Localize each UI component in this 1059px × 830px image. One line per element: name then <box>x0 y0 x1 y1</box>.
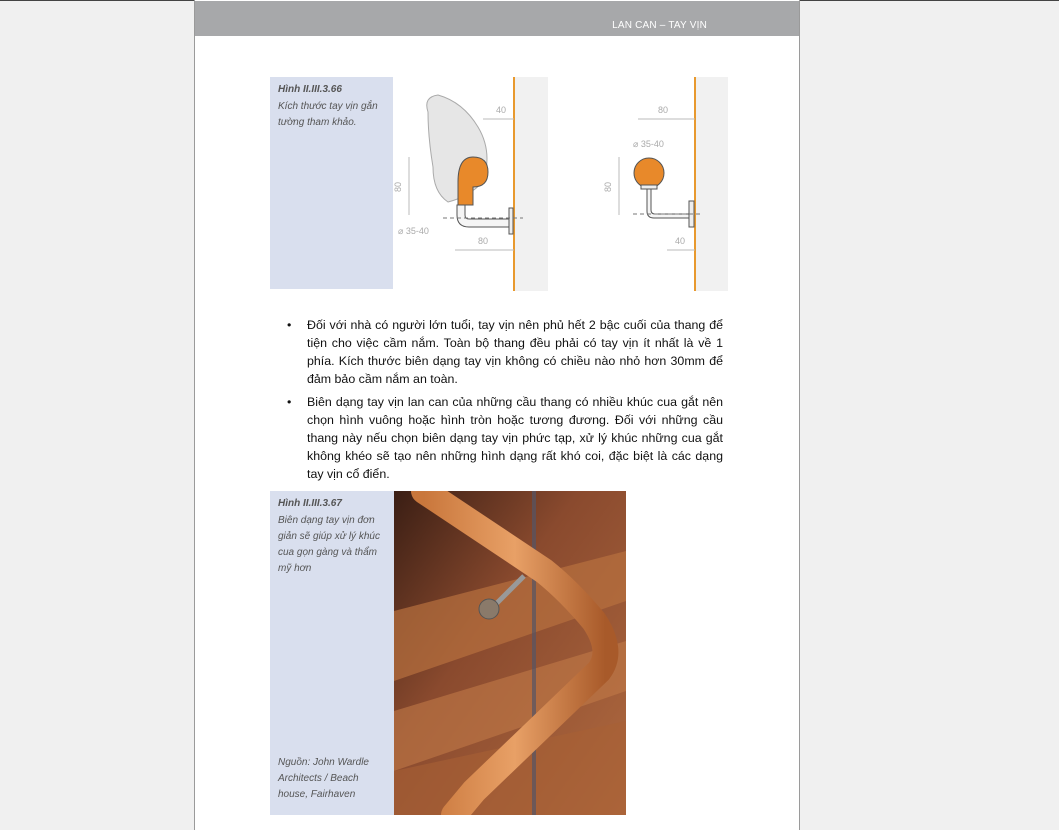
figure-caption-box <box>270 491 394 815</box>
bullet-item <box>287 393 723 483</box>
dim-left-height: 80 <box>393 181 403 192</box>
header-title: LAN CAN – TAY VỊN <box>612 20 707 31</box>
bullet-marker: • <box>287 318 292 332</box>
figure-caption-box <box>270 77 393 289</box>
handrail-photo <box>394 491 626 815</box>
figure-source: Nguồn: John Wardle Architects / Beach house, Fairhaven <box>278 757 369 800</box>
dim-right-diameter: ⌀ 35-40 <box>633 139 664 149</box>
bullet-marker: • <box>287 395 292 409</box>
page-header <box>195 1 799 36</box>
handrail-dimension-diagram <box>393 77 728 291</box>
dim-left-top: 40 <box>496 105 507 115</box>
figure-caption: Kích thước tay vịn gắn tường tham khảo. <box>278 101 378 128</box>
figure-caption: Biên dạng tay vịn đơn giản sẽ giúp xử lý khúc cua gọn gàng và thẩm mỹ hơn <box>278 515 380 574</box>
figure-number: Hình II.III.3.67 <box>278 498 342 509</box>
dim-right-bottom: 40 <box>675 236 686 246</box>
bullet-text: Đối với nhà có người lớn tuổi, tay vịn nên phủ hết 2 bậc cuối của thang để tiện cho việc cầm nắm. Toàn bộ thang đều phải có tay vịn ít nhất là về 1 phía. Kích thước biên dạng tay vịn không có chiều nào nhỏ hơn 30mm để đảm bảo cầm nắm an toàn. <box>307 318 723 386</box>
dim-right-height: 80 <box>603 181 613 192</box>
bullet-item <box>287 316 723 388</box>
bullet-text: Biên dạng tay vịn lan can của những cầu thang có nhiều khúc cua gắt nên chọn hình vuông hoặc hình tròn hoặc tương đương. Đối với những cầu thang này nếu chọn biên dạng tay vịn phức tạp, xử lý khúc những cua gắt không khéo sẽ tạo nên những hình dạng rất khó coi, đặc biệt là các dạng tay vịn cổ điển. <box>307 395 723 481</box>
dim-left-diameter: ⌀ 35-40 <box>398 226 429 236</box>
bullet-list <box>287 316 723 488</box>
dim-right-top: 80 <box>658 105 669 115</box>
document-page <box>194 0 800 830</box>
figure-number: Hình II.III.3.66 <box>278 84 342 95</box>
dim-left-bottom: 80 <box>478 236 489 246</box>
